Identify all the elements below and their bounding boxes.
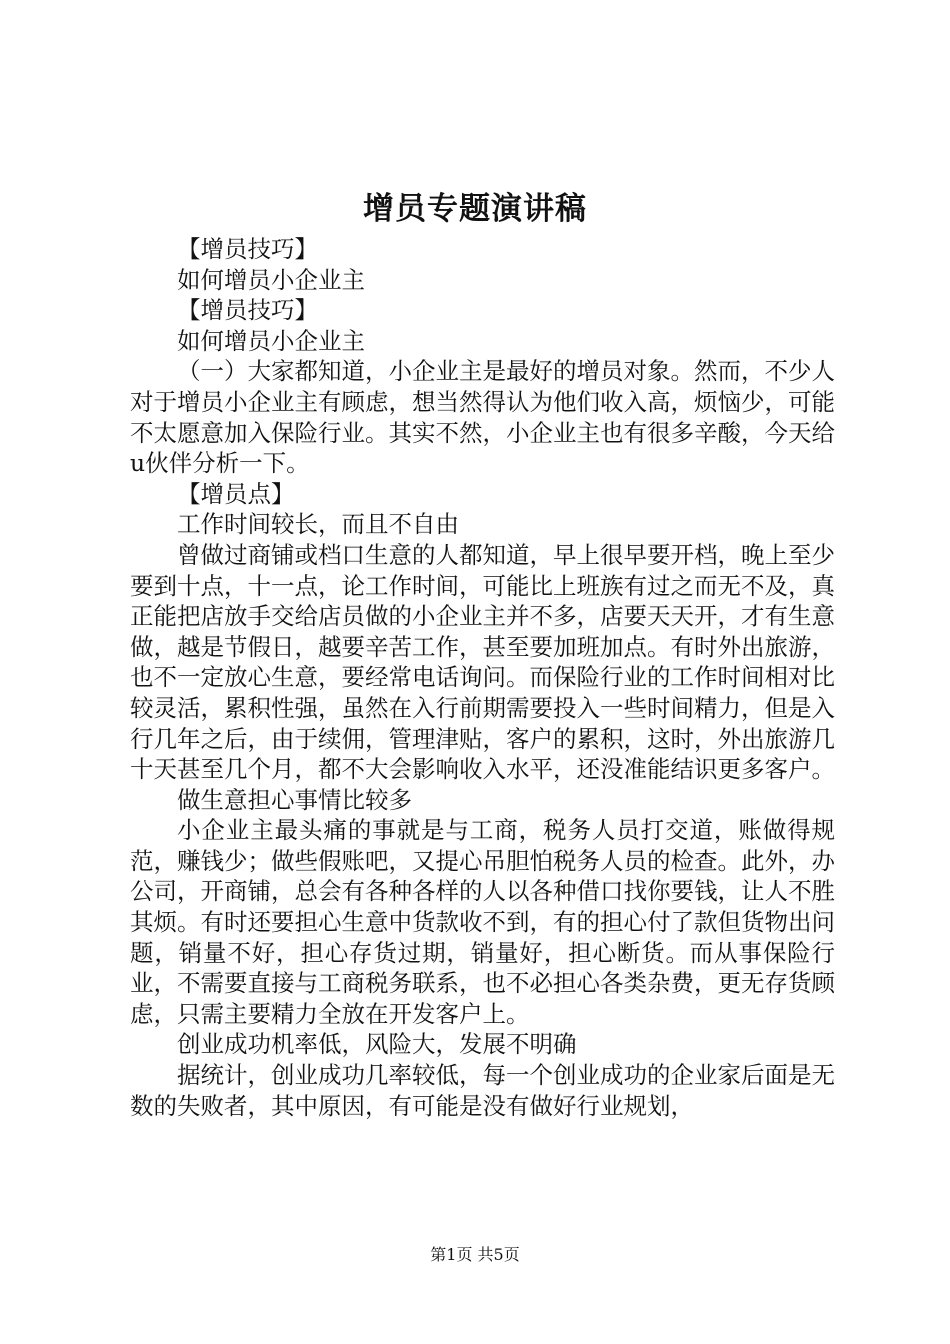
paragraph: 据统计，创业成功几率较低，每一个创业成功的企业家后面是无数的失败者，其中原因，有可能是没有做好行业规划，	[130, 1061, 835, 1120]
paragraph: 曾做过商铺或档口生意的人都知道，早上很早要开档，晚上至少要到十点，十一点，论工作时间，可能比上班族有过之而无不及，真正能把店放手交给店员做的小企业主并不多，店要天天开，才有生意做，越是节假日，越要辛苦工作，甚至要加班加点。有时外出旅游，也不一定放心生意，要经常电话询问。而保险行业的工作时间相对比较灵活，累积性强，虽然在入行前期需要投入一些时间精力，但是入行几年之后，由于续佣，管理津贴，客户的累积，这时，外出旅游几十天甚至几个月，都不大会影响收入水平，还没准能结识更多客户。	[130, 540, 835, 784]
paragraph: 【增员技巧】	[177, 296, 318, 325]
paragraph: 【增员技巧】	[177, 235, 318, 263]
paragraph: （一）大家都知道，小企业主是最好的增员对象。然而，不少人对于增员小企业主有顾虑，想当然得认为他们收入高，烦恼少，可能不太愿意加入保险行业。其实不然，小企业主也有很多辛酸，今天给u伙伴分析一下。	[130, 357, 835, 478]
paragraph: 小企业主最头痛的事就是与工商，税务人员打交道，账做得规范，赚钱少；做些假账吧，又提心吊胆怕税务人员的检查。此外，办公司，开商铺，总会有各种各样的人以各种借口找你要钱，让人不胜其烦。有时还要担心生意中货款收不到，有的担心付了款但货物出问题，销量不好，担心存货过期，销量好，担心断货。而从事保险行业，不需要直接与工商税务联系，也不必担心各类杂费，更无存货顾虑，只需主要精力全放在开发客户上。	[130, 816, 835, 1028]
paragraph: 如何增员小企业主	[177, 326, 365, 355]
page-footer: 第1页 共5页	[430, 1245, 520, 1264]
document-title: 增员专题演讲稿	[363, 191, 587, 227]
paragraph: 做生意担心事情比较多	[177, 785, 412, 814]
paragraph: 如何增员小企业主	[177, 265, 365, 294]
paragraph: 工作时间较长，而且不自由	[177, 510, 459, 539]
document-body	[130, 234, 835, 1121]
paragraph: 【增员点】	[177, 479, 295, 508]
paragraph: 创业成功机率低，风险大，发展不明确	[177, 1030, 577, 1059]
